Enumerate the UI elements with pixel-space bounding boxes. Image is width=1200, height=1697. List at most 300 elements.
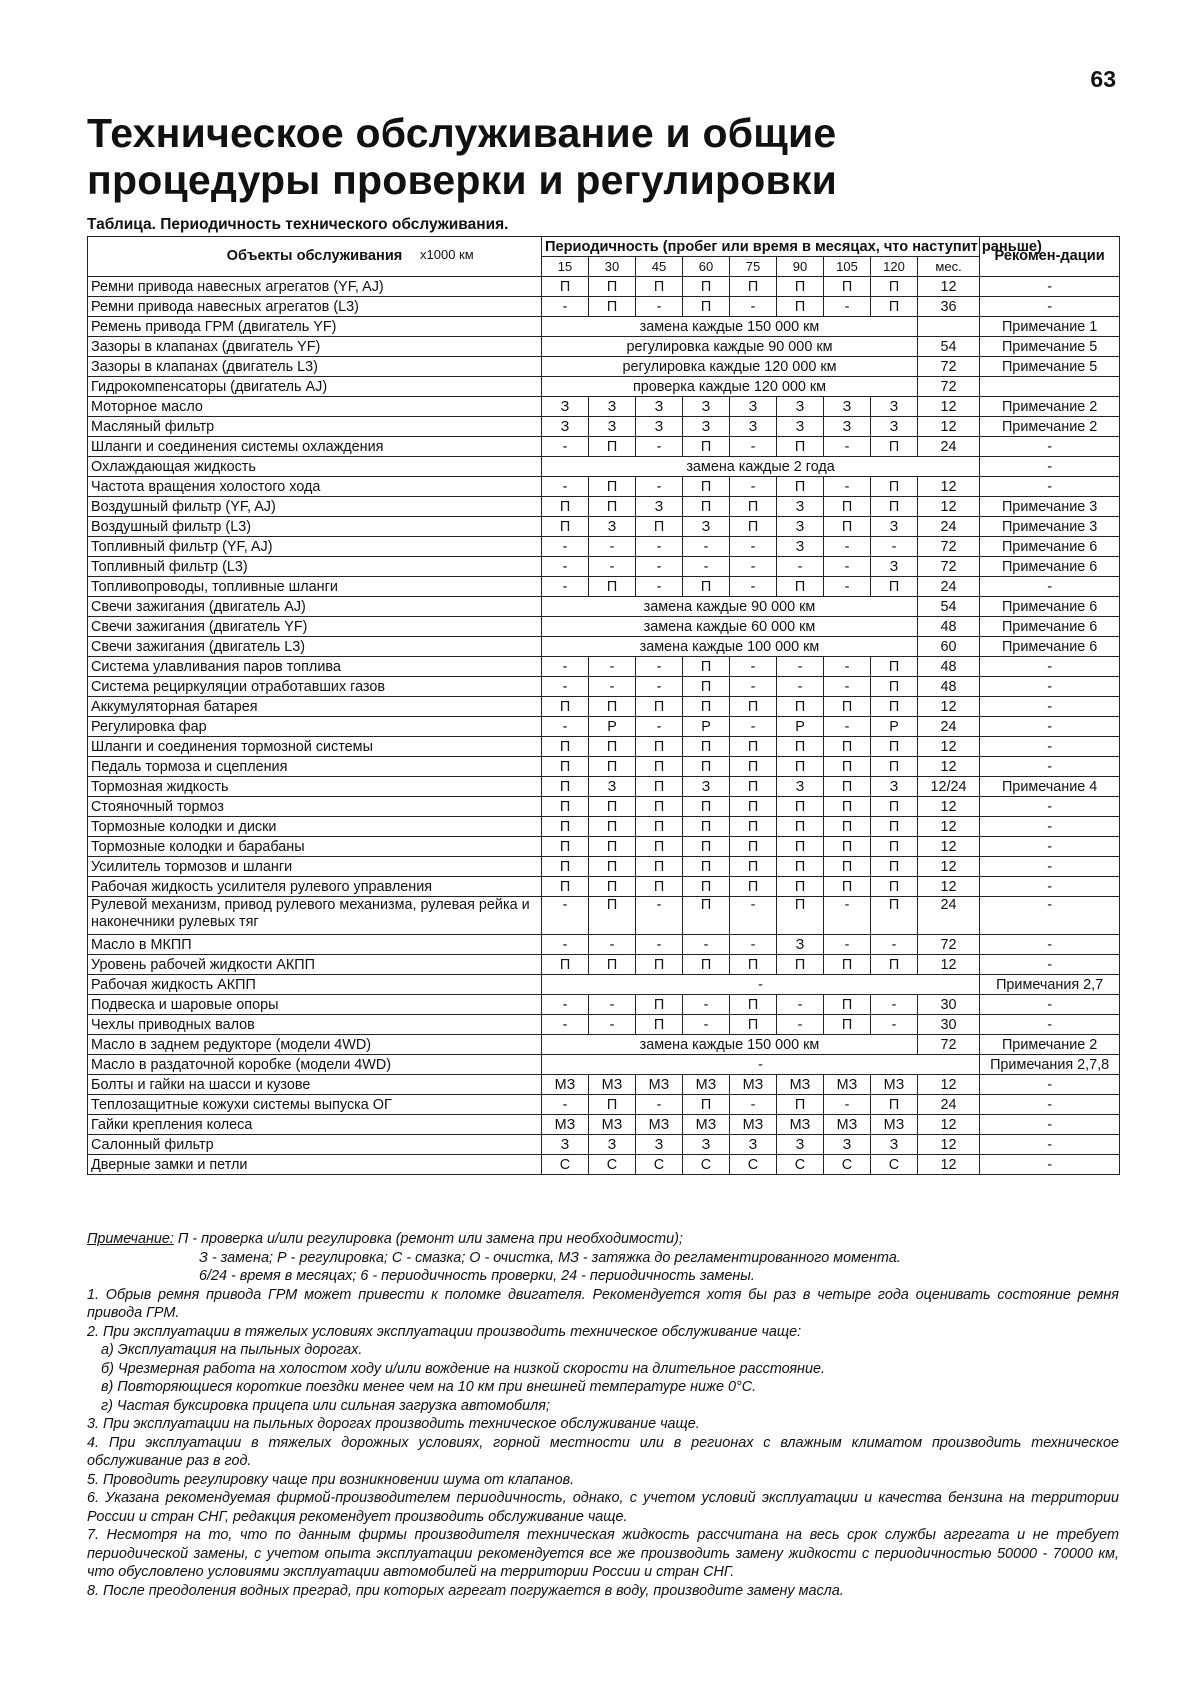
table-row xyxy=(88,477,1120,497)
row-months: 12 xyxy=(918,877,980,897)
row-object-name: Педаль тормоза и сцепления xyxy=(88,757,542,777)
row-recommendation: Примечание 5 xyxy=(980,337,1120,357)
table-row xyxy=(88,457,1120,477)
row-object-name: Тормозная жидкость xyxy=(88,777,542,797)
row-interval-cell: П xyxy=(824,517,871,537)
row-interval-cell: З xyxy=(683,397,730,417)
row-interval-cell: - xyxy=(730,477,777,497)
row-interval-cell: П xyxy=(871,577,918,597)
row-interval-cell: П xyxy=(589,497,636,517)
row-interval-cell: З xyxy=(777,417,824,437)
row-months: 12 xyxy=(918,737,980,757)
row-span-note: проверка каждые 120 000 км xyxy=(542,377,918,397)
row-object-name: Стояночный тормоз xyxy=(88,797,542,817)
row-interval-cell: П xyxy=(871,477,918,497)
row-interval-cell: З xyxy=(589,1135,636,1155)
row-interval-cell: - xyxy=(777,995,824,1015)
row-interval-cell: З xyxy=(589,397,636,417)
row-object-name: Свечи зажигания (двигатель YF) xyxy=(88,617,542,637)
row-interval-cell: З xyxy=(871,417,918,437)
row-interval-cell: - xyxy=(777,657,824,677)
row-interval-cell: - xyxy=(871,935,918,955)
row-object-name: Частота вращения холостого хода xyxy=(88,477,542,497)
row-interval-cell: П xyxy=(683,297,730,317)
row-interval-cell: - xyxy=(636,557,683,577)
row-recommendation: - xyxy=(980,995,1120,1015)
table-row xyxy=(88,277,1120,297)
row-interval-cell: - xyxy=(824,537,871,557)
row-interval-cell: МЗ xyxy=(777,1115,824,1135)
notes-legend-3: 6/24 - время в месяцах; 6 - периодичность проверки, 24 - периодичность замены. xyxy=(199,1268,755,1284)
table-row xyxy=(88,995,1120,1015)
row-months: 12 xyxy=(918,397,980,417)
row-interval-cell: П xyxy=(636,277,683,297)
row-interval-cell: П xyxy=(683,577,730,597)
row-months: 54 xyxy=(918,337,980,357)
row-interval-cell: З xyxy=(636,417,683,437)
row-interval-cell: З xyxy=(871,517,918,537)
row-interval-cell: - xyxy=(542,935,589,955)
row-interval-cell: МЗ xyxy=(542,1075,589,1095)
table-row xyxy=(88,1155,1120,1175)
row-interval-cell: П xyxy=(589,297,636,317)
row-interval-cell: - xyxy=(824,897,871,935)
table-row xyxy=(88,517,1120,537)
row-object-name: Воздушный фильтр (L3) xyxy=(88,517,542,537)
row-interval-cell: П xyxy=(542,517,589,537)
row-object-name: Топливный фильтр (YF, AJ) xyxy=(88,537,542,557)
row-interval-cell: П xyxy=(683,1095,730,1115)
row-recommendation: - xyxy=(980,955,1120,975)
row-interval-cell: З xyxy=(730,397,777,417)
row-interval-cell: П xyxy=(589,757,636,777)
row-months: 30 xyxy=(918,1015,980,1035)
row-recommendation: - xyxy=(980,817,1120,837)
row-interval-cell: З xyxy=(589,417,636,437)
table-row xyxy=(88,777,1120,797)
row-interval-cell: П xyxy=(730,697,777,717)
row-interval-cell: П xyxy=(589,277,636,297)
row-recommendation: Примечание 6 xyxy=(980,537,1120,557)
row-interval-cell: П xyxy=(730,817,777,837)
row-object-name: Тормозные колодки и барабаны xyxy=(88,837,542,857)
row-months: 24 xyxy=(918,1095,980,1115)
row-interval-cell: П xyxy=(683,877,730,897)
table-row xyxy=(88,797,1120,817)
row-interval-cell: З xyxy=(777,517,824,537)
row-interval-cell: З xyxy=(777,1135,824,1155)
row-interval-cell: З xyxy=(683,417,730,437)
row-interval-cell: - xyxy=(730,577,777,597)
notes-legend-2: З - замена; Р - регулировка; С - смазка; О - очистка, МЗ - затяжка до регламентированного момента. xyxy=(199,1249,901,1266)
row-span-note: - xyxy=(542,975,980,995)
row-interval-cell: П xyxy=(777,797,824,817)
row-recommendation: Примечание 3 xyxy=(980,517,1120,537)
row-interval-cell: - xyxy=(683,995,730,1015)
row-interval-cell: П xyxy=(777,737,824,757)
table-row xyxy=(88,557,1120,577)
row-interval-cell: П xyxy=(777,1095,824,1115)
note-8: 8. После преодоления водных преград, при которых агрегат погружается в воду, производите замену масла. xyxy=(87,1582,844,1599)
row-interval-cell: - xyxy=(730,1095,777,1115)
row-interval-cell: МЗ xyxy=(683,1115,730,1135)
row-months: 12/24 xyxy=(918,777,980,797)
row-span-note: - xyxy=(542,1055,980,1075)
row-interval-cell: П xyxy=(824,797,871,817)
row-interval-cell: МЗ xyxy=(824,1075,871,1095)
row-interval-cell: З xyxy=(824,417,871,437)
row-interval-cell: - xyxy=(824,935,871,955)
row-interval-cell: МЗ xyxy=(824,1115,871,1135)
row-interval-cell: С xyxy=(730,1155,777,1175)
row-interval-cell: П xyxy=(542,817,589,837)
row-interval-cell: П xyxy=(871,657,918,677)
row-interval-cell: МЗ xyxy=(730,1075,777,1095)
row-months: 12 xyxy=(918,497,980,517)
row-recommendation: Примечание 6 xyxy=(980,557,1120,577)
header-mileage-15: 15 xyxy=(542,257,589,277)
row-interval-cell: МЗ xyxy=(777,1075,824,1095)
row-interval-cell: - xyxy=(636,437,683,457)
note-7: 7. Несмотря на то, что по данным фирмы производителя техническая жидкость рассчитана на весь срок службы агрегата и не требует периодической замены, с учетом опыта эксплуатации рекомендуется все же производить замену жидкости с периодичностью 50000 - 70000 км, что обусловлено условиями эксплуатации автомобилей на территории России и стран СНГ. xyxy=(87,1527,1119,1580)
row-interval-cell: С xyxy=(636,1155,683,1175)
table-row xyxy=(88,975,1120,995)
note-6: 6. Указана рекомендуемая фирмой-производителем периодичность, однако, с учетом условий эксплуатации и качества бензина на территории России и стран СНГ, редакция рекомендует производить обслуживание чаще. xyxy=(87,1490,1119,1525)
table-row xyxy=(88,297,1120,317)
row-interval-cell: - xyxy=(589,1015,636,1035)
row-interval-cell: - xyxy=(636,577,683,597)
row-object-name: Чехлы приводных валов xyxy=(88,1015,542,1035)
row-recommendation: Примечания 2,7 xyxy=(980,975,1120,995)
row-months: 12 xyxy=(918,955,980,975)
row-recommendation: - xyxy=(980,1095,1120,1115)
table-row xyxy=(88,757,1120,777)
row-interval-cell: МЗ xyxy=(636,1075,683,1095)
row-interval-cell: - xyxy=(542,677,589,697)
row-months: 12 xyxy=(918,477,980,497)
row-interval-cell: П xyxy=(824,777,871,797)
row-interval-cell: П xyxy=(777,697,824,717)
table-row xyxy=(88,1015,1120,1035)
row-object-name: Топливопроводы, топливные шланги xyxy=(88,577,542,597)
row-months: 24 xyxy=(918,897,980,935)
table-row xyxy=(88,817,1120,837)
header-periodicity: Периодичность (пробег или время в месяцах, что наступит раньше) xyxy=(542,237,980,257)
header-mileage-30: 30 xyxy=(589,257,636,277)
table-row xyxy=(88,1075,1120,1095)
row-interval-cell: - xyxy=(542,297,589,317)
header-mileage-105: 105 xyxy=(824,257,871,277)
row-object-name: Масло в МКПП xyxy=(88,935,542,955)
row-interval-cell: МЗ xyxy=(871,1075,918,1095)
header-km-unit: x1000 км xyxy=(420,247,474,262)
row-recommendation: - xyxy=(980,1015,1120,1035)
table-row xyxy=(88,837,1120,857)
table-row xyxy=(88,657,1120,677)
row-months: 72 xyxy=(918,357,980,377)
row-interval-cell: П xyxy=(589,877,636,897)
row-months: 12 xyxy=(918,857,980,877)
row-months: 60 xyxy=(918,637,980,657)
row-interval-cell: - xyxy=(636,297,683,317)
row-recommendation: Примечание 2 xyxy=(980,1035,1120,1055)
row-interval-cell: - xyxy=(636,657,683,677)
row-interval-cell: П xyxy=(871,437,918,457)
row-span-note: замена каждые 90 000 км xyxy=(542,597,918,617)
table-row xyxy=(88,1095,1120,1115)
table-row xyxy=(88,935,1120,955)
row-interval-cell: П xyxy=(589,955,636,975)
row-interval-cell: З xyxy=(636,497,683,517)
row-months: 36 xyxy=(918,297,980,317)
note-2d: г) Частая буксировка прицепа или сильная загрузка автомобиля; xyxy=(101,1397,550,1414)
row-interval-cell: - xyxy=(589,995,636,1015)
row-interval-cell: П xyxy=(777,757,824,777)
row-months: 72 xyxy=(918,557,980,577)
table-row xyxy=(88,577,1120,597)
row-interval-cell: Р xyxy=(589,717,636,737)
header-months: мес. xyxy=(918,257,980,277)
row-interval-cell: П xyxy=(777,857,824,877)
row-object-name: Рабочая жидкость АКПП xyxy=(88,975,542,995)
row-interval-cell: П xyxy=(636,757,683,777)
row-interval-cell: З xyxy=(683,1135,730,1155)
row-interval-cell: П xyxy=(636,517,683,537)
row-months: 12 xyxy=(918,277,980,297)
row-months: 72 xyxy=(918,377,980,397)
row-interval-cell: П xyxy=(871,857,918,877)
row-object-name: Масляный фильтр xyxy=(88,417,542,437)
row-object-name: Система рециркуляции отработавших газов xyxy=(88,677,542,697)
row-interval-cell: П xyxy=(542,797,589,817)
row-interval-cell: - xyxy=(542,557,589,577)
row-interval-cell: П xyxy=(871,277,918,297)
row-object-name: Охлаждающая жидкость xyxy=(88,457,542,477)
row-interval-cell: - xyxy=(730,717,777,737)
row-object-name: Масло в заднем редукторе (модели 4WD) xyxy=(88,1035,542,1055)
row-interval-cell: П xyxy=(871,897,918,935)
row-interval-cell: МЗ xyxy=(730,1115,777,1135)
row-interval-cell: - xyxy=(824,557,871,577)
row-interval-cell: П xyxy=(824,837,871,857)
row-interval-cell: - xyxy=(589,935,636,955)
row-months: 12 xyxy=(918,1115,980,1135)
row-object-name: Ремень привода ГРМ (двигатель YF) xyxy=(88,317,542,337)
row-interval-cell: П xyxy=(777,577,824,597)
row-interval-cell: П xyxy=(871,1095,918,1115)
row-months: 12 xyxy=(918,837,980,857)
row-interval-cell: Р xyxy=(871,717,918,737)
table-row xyxy=(88,697,1120,717)
row-interval-cell: З xyxy=(871,397,918,417)
row-interval-cell: З xyxy=(777,935,824,955)
row-interval-cell: - xyxy=(542,1015,589,1035)
row-interval-cell: П xyxy=(636,1015,683,1035)
row-interval-cell: П xyxy=(683,817,730,837)
row-interval-cell: П xyxy=(871,837,918,857)
row-interval-cell: П xyxy=(683,657,730,677)
header-objects: Объекты обслуживания xyxy=(88,237,542,277)
row-interval-cell: З xyxy=(777,777,824,797)
row-interval-cell: З xyxy=(871,777,918,797)
row-interval-cell: П xyxy=(589,897,636,935)
row-months: 48 xyxy=(918,657,980,677)
row-interval-cell: П xyxy=(824,1015,871,1035)
row-interval-cell: П xyxy=(589,477,636,497)
row-interval-cell: З xyxy=(542,1135,589,1155)
table-row xyxy=(88,737,1120,757)
row-interval-cell: З xyxy=(683,777,730,797)
row-interval-cell: П xyxy=(636,817,683,837)
row-interval-cell: П xyxy=(636,737,683,757)
row-object-name: Гайки крепления колеса xyxy=(88,1115,542,1135)
row-interval-cell: П xyxy=(683,477,730,497)
header-mileage-90: 90 xyxy=(777,257,824,277)
row-interval-cell: З xyxy=(542,397,589,417)
row-interval-cell: П xyxy=(542,757,589,777)
row-object-name: Шланги и соединения тормозной системы xyxy=(88,737,542,757)
header-mileage-60: 60 xyxy=(683,257,730,277)
row-recommendation: Примечание 3 xyxy=(980,497,1120,517)
row-interval-cell: - xyxy=(589,657,636,677)
page-number: 63 xyxy=(1090,66,1116,92)
row-recommendation: Примечание 4 xyxy=(980,777,1120,797)
row-recommendation: - xyxy=(980,797,1120,817)
row-months: 24 xyxy=(918,717,980,737)
row-interval-cell: З xyxy=(824,397,871,417)
row-interval-cell: - xyxy=(730,897,777,935)
row-interval-cell: - xyxy=(683,935,730,955)
row-object-name: Тормозные колодки и диски xyxy=(88,817,542,837)
row-interval-cell: П xyxy=(636,995,683,1015)
row-interval-cell: П xyxy=(589,797,636,817)
row-recommendation: - xyxy=(980,737,1120,757)
note-3: 3. При эксплуатации на пыльных дорогах производить техническое обслуживание чаще. xyxy=(87,1416,700,1432)
row-object-name: Масло в раздаточной коробке (модели 4WD) xyxy=(88,1055,542,1075)
row-interval-cell: П xyxy=(636,837,683,857)
row-interval-cell: С xyxy=(683,1155,730,1175)
row-interval-cell: С xyxy=(777,1155,824,1175)
row-interval-cell: П xyxy=(824,757,871,777)
row-months: 12 xyxy=(918,757,980,777)
row-interval-cell: - xyxy=(871,995,918,1015)
row-interval-cell: - xyxy=(542,577,589,597)
row-interval-cell: - xyxy=(730,657,777,677)
row-object-name: Дверные замки и петли xyxy=(88,1155,542,1175)
row-interval-cell: П xyxy=(683,757,730,777)
row-interval-cell: П xyxy=(636,955,683,975)
row-interval-cell: - xyxy=(730,537,777,557)
row-interval-cell: З xyxy=(636,397,683,417)
row-interval-cell: П xyxy=(683,277,730,297)
row-interval-cell: П xyxy=(871,737,918,757)
row-months: 48 xyxy=(918,677,980,697)
row-object-name: Салонный фильтр xyxy=(88,1135,542,1155)
row-interval-cell: П xyxy=(542,697,589,717)
row-interval-cell: П xyxy=(683,697,730,717)
row-interval-cell: - xyxy=(730,677,777,697)
row-interval-cell: - xyxy=(730,935,777,955)
row-interval-cell: П xyxy=(871,297,918,317)
row-interval-cell: П xyxy=(730,995,777,1015)
row-interval-cell: З xyxy=(730,417,777,437)
row-recommendation: - xyxy=(980,897,1120,935)
row-interval-cell: П xyxy=(871,797,918,817)
row-interval-cell: З xyxy=(542,417,589,437)
row-months: 12 xyxy=(918,797,980,817)
row-recommendation: - xyxy=(980,837,1120,857)
row-months: 72 xyxy=(918,537,980,557)
notes-legend-1: П - проверка и/или регулировка (ремонт или замена при необходимости); xyxy=(173,1231,683,1247)
row-object-name: Шланги и соединения системы охлаждения xyxy=(88,437,542,457)
row-object-name: Топливный фильтр (L3) xyxy=(88,557,542,577)
row-recommendation: - xyxy=(980,935,1120,955)
row-object-name: Свечи зажигания (двигатель L3) xyxy=(88,637,542,657)
row-interval-cell: С xyxy=(542,1155,589,1175)
page-title xyxy=(87,110,1107,204)
note-1: 1. Обрыв ремня привода ГРМ может привести к поломке двигателя. Рекомендуется хотя бы раз в четыре года оценивать состояние ремня привода ГРМ. xyxy=(87,1286,1119,1321)
table-row xyxy=(88,677,1120,697)
row-interval-cell: П xyxy=(683,857,730,877)
row-interval-cell: - xyxy=(683,557,730,577)
row-interval-cell: П xyxy=(683,497,730,517)
row-recommendation: - xyxy=(980,877,1120,897)
note-2b: б) Чрезмерная работа на холостом ходу и/или вождение на низкой скорости на длительное расстояние. xyxy=(101,1360,825,1377)
row-recommendation: Примечание 1 xyxy=(980,317,1120,337)
row-recommendation: - xyxy=(980,457,1120,477)
row-interval-cell: П xyxy=(636,797,683,817)
row-interval-cell: П xyxy=(777,955,824,975)
row-interval-cell: МЗ xyxy=(871,1115,918,1135)
row-interval-cell: - xyxy=(636,537,683,557)
row-object-name: Моторное масло xyxy=(88,397,542,417)
row-recommendation: - xyxy=(980,677,1120,697)
row-interval-cell: С xyxy=(824,1155,871,1175)
row-interval-cell: П xyxy=(730,1015,777,1035)
row-span-note: замена каждые 2 года xyxy=(542,457,980,477)
row-interval-cell: П xyxy=(589,857,636,877)
row-interval-cell: - xyxy=(730,557,777,577)
row-interval-cell: П xyxy=(636,877,683,897)
row-interval-cell: С xyxy=(871,1155,918,1175)
row-recommendation: - xyxy=(980,1075,1120,1095)
title-line-2: процедуры проверки и регулировки xyxy=(87,157,838,203)
row-recommendation: - xyxy=(980,1155,1120,1175)
table-row xyxy=(88,317,1120,337)
row-interval-cell: П xyxy=(824,877,871,897)
table-row xyxy=(88,637,1120,657)
row-interval-cell: - xyxy=(589,557,636,577)
table-row xyxy=(88,537,1120,557)
row-recommendation: - xyxy=(980,1135,1120,1155)
row-interval-cell: П xyxy=(777,297,824,317)
row-interval-cell: П xyxy=(542,877,589,897)
row-recommendation: Примечание 6 xyxy=(980,637,1120,657)
row-months: 24 xyxy=(918,577,980,597)
notes-section xyxy=(87,1230,1119,1600)
row-interval-cell: - xyxy=(636,935,683,955)
row-recommendation: - xyxy=(980,657,1120,677)
table-row xyxy=(88,497,1120,517)
row-interval-cell: - xyxy=(777,677,824,697)
row-object-name: Теплозащитные кожухи системы выпуска ОГ xyxy=(88,1095,542,1115)
row-span-note: регулировка каждые 120 000 км xyxy=(542,357,918,377)
row-object-name: Ремни привода навесных агрегатов (L3) xyxy=(88,297,542,317)
row-span-note: замена каждые 60 000 км xyxy=(542,617,918,637)
row-months: 12 xyxy=(918,697,980,717)
row-interval-cell: - xyxy=(636,1095,683,1115)
row-object-name: Аккумуляторная батарея xyxy=(88,697,542,717)
